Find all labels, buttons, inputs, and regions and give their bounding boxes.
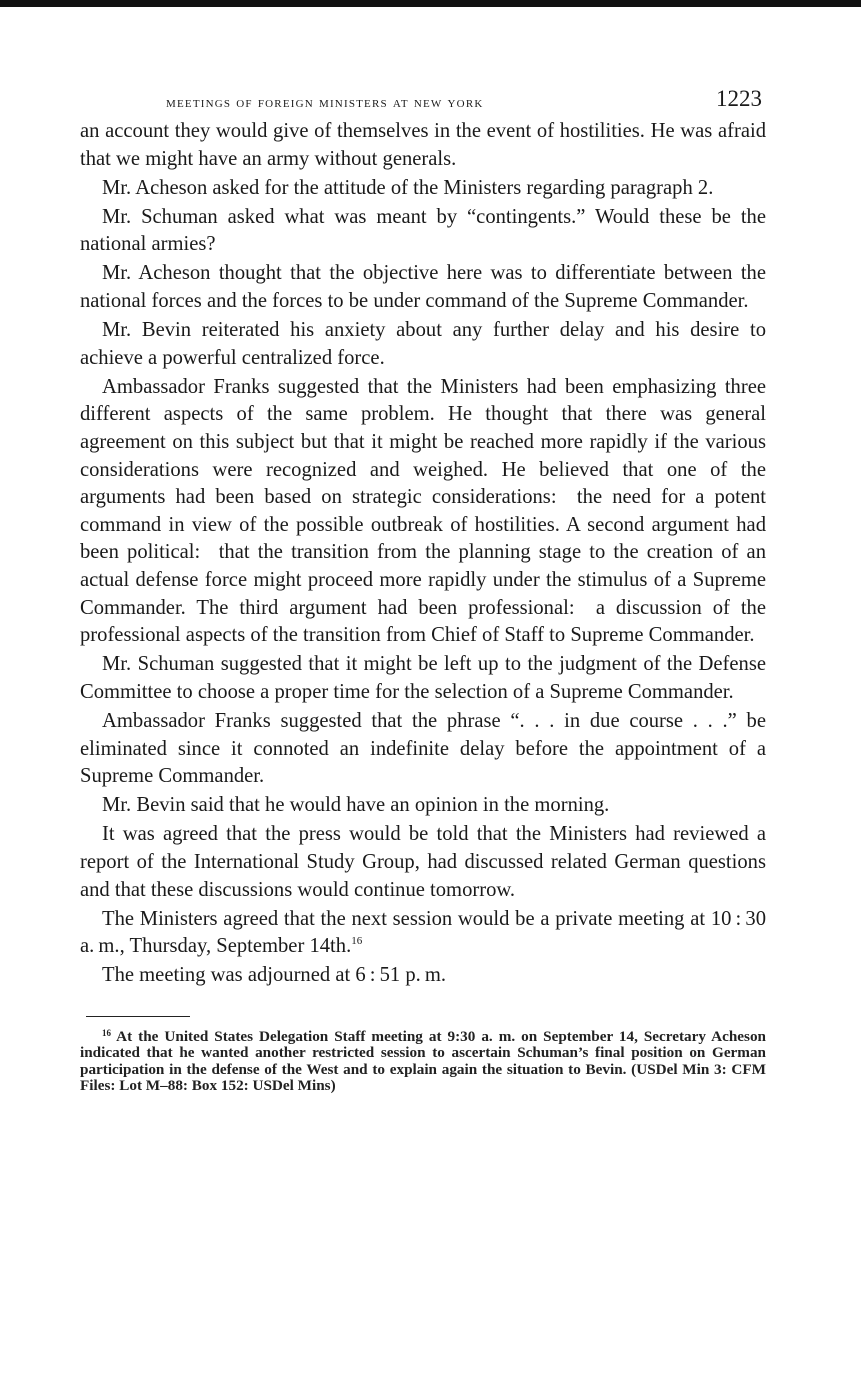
paragraph-11 [80,906,766,961]
footnote-divider [86,1016,190,1017]
paragraph-8: Ambassador Franks suggested that the phrase “. . . in due course . . .” be eliminated since it connoted an indefinite delay before the appointment of a Supreme Commander. [80,709,766,788]
paragraph-9: Mr. Bevin said that he would have an opinion in the morning. [102,794,610,817]
paragraph-12: The meeting was adjourned at 6 : 51 p. m. [102,964,447,987]
paragraph-10: It was agreed that the press would be told that the Ministers had reviewed a report of the International Study Group, had discussed related German questions and that these discussions would continue tomorrow. [80,823,766,901]
footnote [80,1029,766,1094]
paragraph-3: Mr. Schuman asked what was meant by “contingents.” Would these be the national armies? [80,205,766,256]
running-header [80,84,766,118]
body-text [80,118,766,990]
paragraph-1: an account they would give of themselves in the event of hostilities. He was afraid that we might have an army without generals. [80,120,766,170]
paragraph-7: Mr. Schuman suggested that it might be left up to the judgment of the Defense Committee to choose a proper time for the selection of a Supreme Commander. [80,653,766,703]
paragraph-5: Mr. Bevin reiterated his anxiety about any further delay and his desire to achieve a powerful centralized force. [80,319,766,369]
running-title: meetings of foreign ministers at new york [166,94,484,111]
footnote-reference[interactable]: 16 [351,935,363,948]
footnote-text: At the United States Delegation Staff meeting at 9:30 a. m. on September 14, Secretary Acheson indicated that he wanted another restricted session to ascertain Schuman’s final position on German participation in the defense of the West and to explain again the situation to Bevin. (USDel Min 3: CFM Files: Lot M–88: Box 152: USDel Mins) [80,1027,766,1094]
page-number: 1223 [716,86,762,111]
document-page [80,84,766,1094]
footnote-number: 16 [102,1027,111,1038]
paragraph-4: Mr. Acheson thought that the objective here was to differentiate between the national forces and the forces to be under command of the Supreme Commander. [80,262,766,313]
paragraph-6: Ambassador Franks suggested that the Ministers had been emphasizing three different aspects of the same problem. He thought that there was general agreement on this subject but that it might be reached more rapidly if the various considerations were recognized and weighed. He believed that one of the arguments had been based on strategic considerations: the need for a potent command in view of the possible outbreak of hostilities. A second argument had been political: that the transition from the planning stage to the creation of an actual defense force might proceed more rapidly under the stimulus of a Supreme Commander. The third argument had been professional: a discussion of the professional aspects of the transition from Chief of Staff to Supreme Commander. [80,375,766,647]
page-top-edge [0,0,861,7]
paragraph-2: Mr. Acheson asked for the attitude of the Ministers regarding paragraph 2. [102,176,714,199]
paragraph-11-text: The Ministers agreed that the next session would be a private meeting at 10 : 30 a. m., Thursday, September 14th. [80,907,766,958]
